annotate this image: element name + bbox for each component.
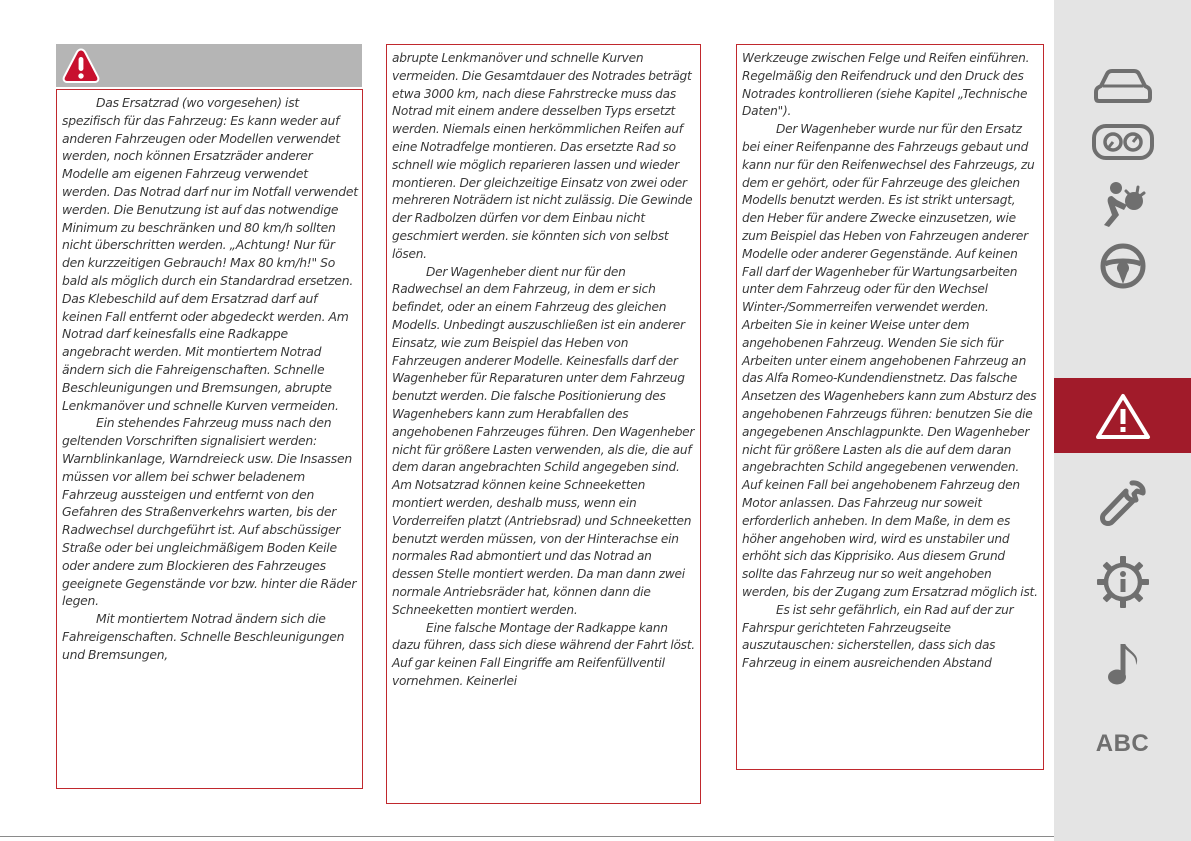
- warning-icon: [62, 47, 100, 84]
- index-label: ABC: [1095, 729, 1150, 757]
- sidebar-item-maintenance[interactable]: [1054, 466, 1191, 541]
- text-column-1: [56, 89, 363, 789]
- sidebar-item-index[interactable]: [1054, 706, 1191, 781]
- airbag-icon: [1098, 179, 1148, 229]
- sidebar-item-multimedia[interactable]: [1054, 626, 1191, 701]
- paragraph: Es ist sehr gefährlich, ein Rad auf der zur Fahrspur gerichteten Fahrzeugseite auszutauschen: sicherstellen, dass sich das Fahrzeug in einem ausreichenden Abstand: [742, 602, 1014, 671]
- paragraph: Werkzeuge zwischen Felge und Reifen einführen. Regelmäßig den Reifendruck und den Druck des Notrades kontrollieren (siehe Kapitel „Technische Daten").: [742, 51, 1030, 119]
- crop-line: [0, 836, 1054, 837]
- sidebar-item-emergency[interactable]: [1054, 378, 1191, 453]
- paragraph: Der Wagenheber wurde nur für den Ersatz bei einer Reifenpanne des Fahrzeugs gebaut und kann nur für den Reifenwechsel des Fahrzeugs, zu dem er gehört, oder für Fahrzeuge des gleichen Modells benutzt werden. Es ist strikt untersagt, den Heber für andere Zwecke einzusetzen, wie zum Beispiel das Heben von Fahrzeugen anderer Modelle oder anderer Gegenstände. Auf keinen Fall darf der Wagenheber für Wartungsarbeiten unter dem Fahrzeug oder für den Wechsel Winter-/Sommerreifen verwendet werden. Arbeiten Sie in keiner Weise unter dem angehobenen Fahrzeug. Wenden Sie sich für Arbeiten unter einem angehobenen Fahrzeug an das Alfa Romeo-Kundendienstnetz. Das falsche Ansetzen des Wagenhebers kann zum Absturz des angehobenen Fahrzeugs führen: benutzen Sie die angegebenen Anschlagpunkte. Den Wagenheber nicht für größere Lasten als die auf dem daran angebrachten Schild angegebenen verwenden. Auf keinen Fall bei angehobenem Fahrzeug den Motor anlassen. Das Fahrzeug nur soweit erforderlich anheben. In dem Maße, in dem es höher angehoben wird, wird es unstabiler und erhöht sich das Kipprisiko. Aus diesem Grund sollte das Fahrzeug nur so weit angehoben werden, bis der Zugang zum Ersatzrad möglich ist.: [742, 122, 1038, 599]
- text-column-3: [736, 44, 1044, 770]
- paragraph: abrupte Lenkmanöver und schnelle Kurven vermeiden. Die Gesamtdauer des Notrades beträgt etwa 3000 km, nach diese Fahrstrecke muss das Notrad mit einem andere desselben Typs ersetzt werden. Niemals einen herkömmlichen Reifen auf eine Notradfelge montieren. Das ersetzte Rad so schnell wie möglich reparieren lassen und wieder montieren. Der gleichzeitige Einsatz von zwei oder mehreren Noträdern ist nicht zulässig. Die Gewinde der Radbolzen dürfen vor dem Einbau nicht geschmiert werden. sie könnten sich von selbst lösen.: [392, 51, 693, 261]
- sidebar-item-technical-data[interactable]: [1054, 544, 1191, 619]
- music-note-icon: [1103, 641, 1143, 687]
- dashboard-icon: [1091, 122, 1155, 162]
- warning-icon: [1095, 392, 1151, 440]
- chapter-sidebar: [1054, 0, 1191, 841]
- wrench-icon: [1098, 479, 1148, 529]
- sidebar-item-driving[interactable]: [1054, 228, 1191, 303]
- text-column-2: [386, 44, 701, 804]
- paragraph: Ein stehendes Fahrzeug muss nach den geltenden Vorschriften signalisiert werden: Warnblinkanlage, Warndreieck usw. Die Insassen müssen vor allem bei schwer beladenem Fahrzeug aussteigen und entfernt von den Gefahren des Straßenverkehrs warten, bis der Radwechsel durchgeführt ist. Auf abschüssiger Straße oder bei ungleichmäßigem Boden Keile oder andere zum Blockieren des Fahrzeuges geeignete Gegenstände vor bzw. hinter die Räder legen.: [62, 415, 357, 609]
- paragraph: Der Wagenheber dient nur für den Radwechsel an dem Fahrzeug, in dem er sich befindet, oder an einem Fahrzeug des gleichen Modells. Unbedingt auszuschließen ist ein anderer Einsatz, wie zum Beispiel das Heben von Fahrzeugen anderer Modelle. Keinesfalls darf der Wagenheber für Reparaturen unter dem Fahrzeug benutzt werden. Die falsche Positionierung des Wagenhebers kann zum Herabfallen des angehobenen Fahrzeuges führen. Den Wagenheber nicht für größere Lasten verwenden, als die, die auf dem daran angebrachten Schild angegeben sind. Am Notsatzrad können keine Schneeketten montiert werden, deshalb muss, wenn ein Vorderreifen platzt (Antriebsrad) und Schneeketten benutzt werden müssen, von der Hinterachse ein normales Rad abmontiert und das Notrad an dessen Stelle montiert werden. Da man dann zwei normale Antriebsräder hat, können dann die Schneeketten montiert werden.: [392, 264, 695, 617]
- paragraph: Mit montiertem Notrad ändern sich die Fahreigenschaften. Schnelle Beschleunigungen und Bremsungen,: [62, 611, 345, 662]
- paragraph: Eine falsche Montage der Radkappe kann dazu führen, dass sich diese während der Fahrt löst. Auf gar keinen Fall Eingriffe am Reifenfüllventil vornehmen. Keinerlei: [392, 620, 695, 688]
- warning-header: [56, 44, 362, 87]
- car-icon: [1093, 66, 1153, 106]
- steering-wheel-icon: [1099, 242, 1147, 290]
- paragraph: Das Ersatzrad (wo vorgesehen) ist spezifisch für das Fahrzeug: Es kann weder auf anderen Fahrzeugen oder Modellen verwendet werden, noch können Ersatzräder anderer Modelle am eigenen Fahrzeug verwendet werden. Das Notrad darf nur im Notfall verwendet werden. Die Benutzung ist auf das notwendige Minimum zu beschränken und 80 km/h sollten nicht überschritten werden. „Achtung! Nur für den kurzzeitigen Gebrauch! Max 80 km/h!" So bald als möglich durch ein Standardrad ersetzen. Das Klebeschild auf dem Ersatzrad darf auf keinen Fall entfernt oder abgedeckt werden. Am Notrad darf keinesfalls eine Radkappe angebracht werden. Mit montiertem Notrad ändern sich die Fahreigenschaften. Schnelle Beschleunigungen und Bremsungen, abrupte Lenkmanöver und schnelle Kurven vermeiden.: [62, 95, 358, 413]
- info-gear-icon: [1096, 555, 1150, 609]
